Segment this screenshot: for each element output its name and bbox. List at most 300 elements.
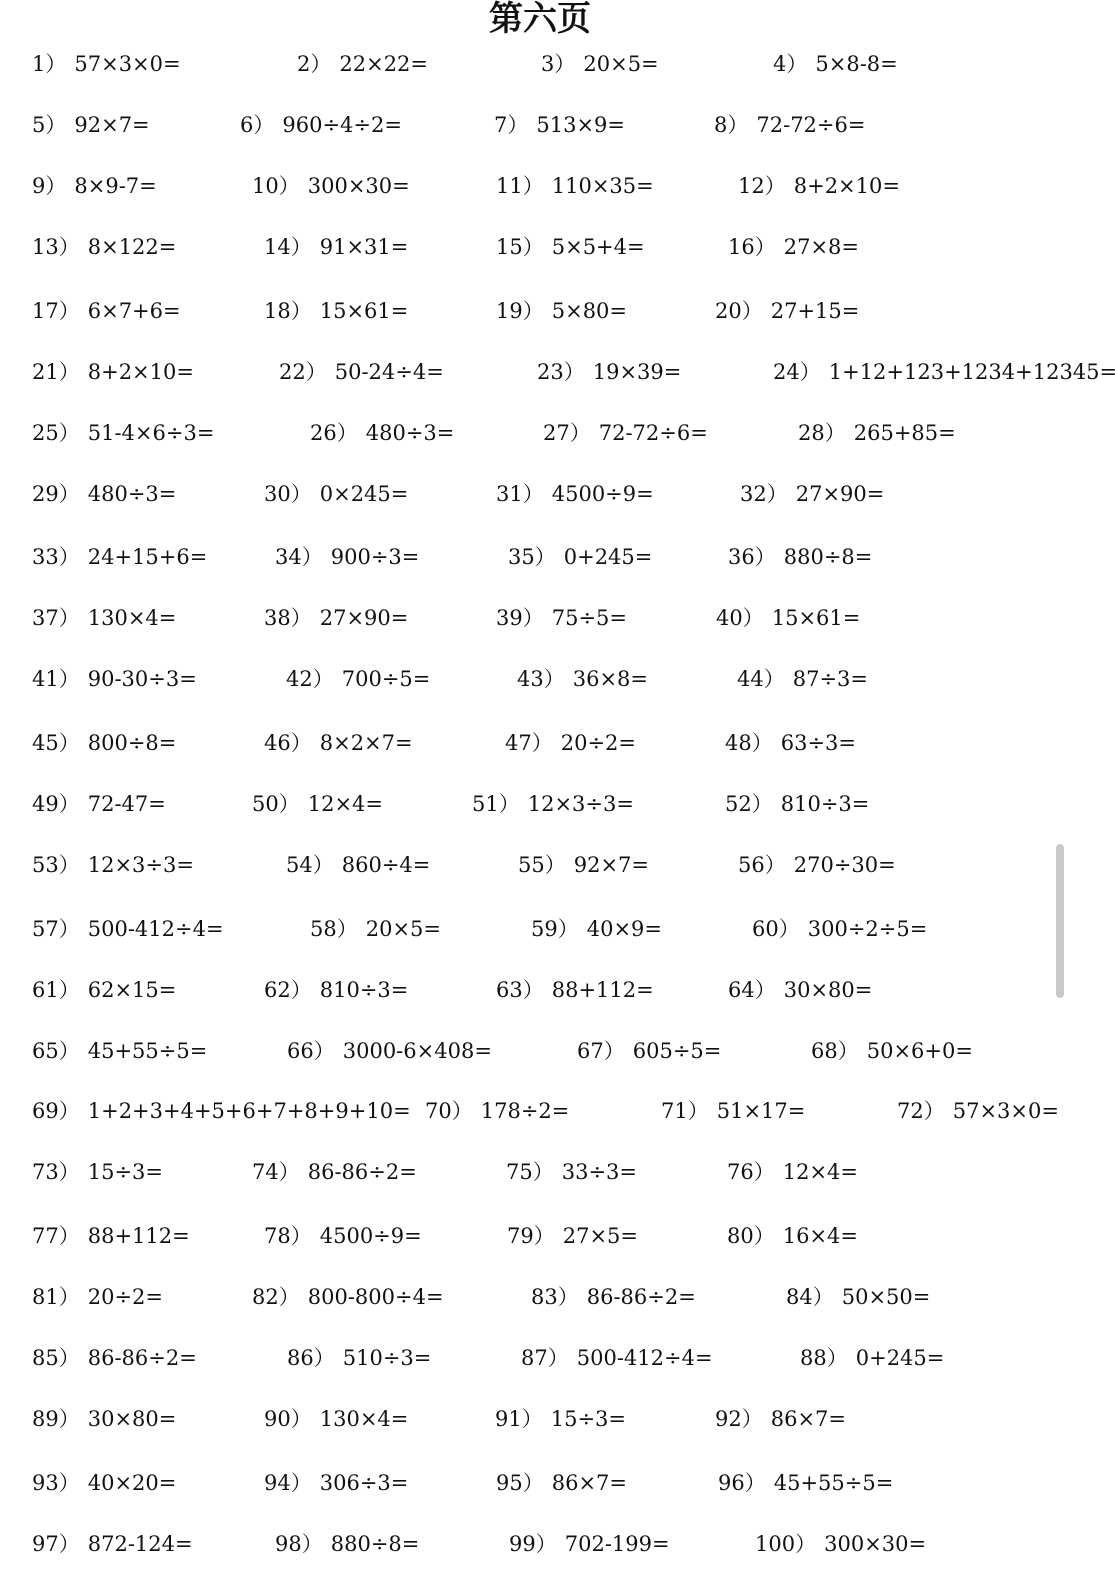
problem-expression: 605÷5=: [632, 1039, 722, 1063]
problem-expression: 15÷3=: [550, 1407, 627, 1431]
problem-number: 95）: [496, 1471, 544, 1495]
problem-expression: 810÷3=: [319, 978, 409, 1002]
math-problem: [509, 1524, 670, 1564]
problem-expression: 27×90=: [319, 606, 409, 630]
problem-row: [0, 970, 1080, 1010]
math-problem: [32, 291, 181, 331]
math-problem: [543, 413, 708, 453]
problem-expression: 57×3×0=: [74, 52, 181, 76]
problem-number: 60）: [752, 917, 800, 941]
math-problem: [798, 413, 956, 453]
problem-expression: 19×39=: [592, 360, 682, 384]
problem-row: [0, 537, 1080, 577]
problem-expression: 500-412÷4=: [87, 917, 224, 941]
problem-expression: 27+15=: [770, 299, 860, 323]
math-problem: [496, 474, 654, 514]
problem-row: [0, 1277, 1080, 1317]
math-problem: [737, 659, 868, 699]
problem-number: 13）: [32, 235, 80, 259]
problem-number: 55）: [518, 853, 566, 877]
problem-number: 20）: [715, 299, 763, 323]
problem-row: [0, 291, 1080, 331]
problem-number: 25）: [32, 421, 80, 445]
problem-expression: 20÷2=: [560, 731, 637, 755]
math-problem: [32, 723, 176, 763]
math-problem: [252, 166, 410, 206]
math-problem: [32, 474, 176, 514]
math-problem: [496, 598, 627, 638]
problem-number: 89）: [32, 1407, 80, 1431]
problem-expression: 880÷8=: [330, 1532, 420, 1556]
math-problem: [661, 1091, 805, 1131]
problem-expression: 12×3÷3=: [87, 853, 194, 877]
math-problem: [32, 1338, 197, 1378]
problem-expression: 5×8-8=: [815, 52, 898, 76]
problem-number: 29）: [32, 482, 80, 506]
problem-expression: 4500÷9=: [551, 482, 654, 506]
math-problem: [496, 166, 654, 206]
math-problem: [32, 1091, 411, 1131]
problem-expression: 27×8=: [783, 235, 860, 259]
problem-expression: 40×9=: [586, 917, 663, 941]
problem-expression: 702-199=: [564, 1532, 670, 1556]
problem-expression: 63÷3=: [780, 731, 857, 755]
math-problem: [715, 291, 859, 331]
problem-expression: 51×17=: [716, 1099, 806, 1123]
problem-expression: 480÷3=: [87, 482, 177, 506]
problem-expression: 86×7=: [551, 1471, 628, 1495]
problem-number: 68）: [811, 1039, 859, 1063]
problem-number: 31）: [496, 482, 544, 506]
problem-expression: 8×122=: [87, 235, 177, 259]
problem-expression: 91×31=: [319, 235, 409, 259]
problem-number: 37）: [32, 606, 80, 630]
math-problem: [264, 1463, 408, 1503]
problem-row: [0, 723, 1080, 763]
problem-number: 71）: [661, 1099, 709, 1123]
problem-number: 21）: [32, 360, 80, 384]
problem-expression: 50×50=: [841, 1285, 931, 1309]
problem-number: 100）: [755, 1532, 817, 1556]
math-problem: [495, 1399, 626, 1439]
math-problem: [738, 166, 900, 206]
math-problem: [740, 474, 884, 514]
problem-number: 3）: [541, 52, 576, 76]
problem-row: [0, 659, 1080, 699]
problem-expression: 62×15=: [87, 978, 177, 1002]
problem-number: 46）: [264, 731, 312, 755]
math-problem: [264, 970, 408, 1010]
math-problem: [811, 1031, 973, 1071]
problem-number: 53）: [32, 853, 80, 877]
problem-number: 69）: [32, 1099, 80, 1123]
problem-expression: 178÷2=: [480, 1099, 570, 1123]
problem-expression: 0+245=: [563, 545, 653, 569]
math-problem: [279, 352, 444, 392]
math-problem: [240, 105, 402, 145]
math-problem: [577, 1031, 721, 1071]
problem-expression: 72-72÷6=: [756, 113, 866, 137]
problem-number: 85）: [32, 1346, 80, 1370]
math-problem: [496, 970, 654, 1010]
problem-number: 23）: [537, 360, 585, 384]
math-problem: [286, 845, 430, 885]
problem-row: [0, 352, 1117, 392]
math-problem: [275, 537, 419, 577]
problem-number: 99）: [509, 1532, 557, 1556]
math-problem: [773, 352, 1117, 392]
math-problem: [496, 227, 645, 267]
problem-expression: 45+55÷5=: [87, 1039, 208, 1063]
math-problem: [32, 970, 176, 1010]
problem-number: 40）: [716, 606, 764, 630]
problem-expression: 5×80=: [551, 299, 628, 323]
problem-number: 77）: [32, 1224, 80, 1248]
problem-number: 26）: [310, 421, 358, 445]
problem-number: 22）: [279, 360, 327, 384]
problem-number: 27）: [543, 421, 591, 445]
problem-expression: 130×4=: [87, 606, 177, 630]
math-problem: [32, 1399, 176, 1439]
problem-expression: 30×80=: [783, 978, 873, 1002]
problem-number: 16）: [728, 235, 776, 259]
scrollbar-thumb[interactable]: [1056, 844, 1064, 998]
problem-number: 4）: [773, 52, 808, 76]
problem-row: [0, 784, 1080, 824]
problem-row: [0, 598, 1080, 638]
problem-expression: 87÷3=: [792, 667, 869, 691]
math-problem: [773, 44, 898, 84]
problem-expression: 860÷4=: [341, 853, 431, 877]
math-problem: [32, 598, 176, 638]
problem-expression: 88+112=: [551, 978, 654, 1002]
problem-number: 30）: [264, 482, 312, 506]
problem-expression: 130×4=: [319, 1407, 409, 1431]
math-problem: [32, 227, 176, 267]
math-problem: [32, 784, 166, 824]
problem-row: [0, 1524, 1080, 1564]
math-problem: [728, 227, 859, 267]
problem-row: [0, 413, 1080, 453]
problem-number: 10）: [252, 174, 300, 198]
problem-number: 98）: [275, 1532, 323, 1556]
problem-expression: 72-72÷6=: [598, 421, 708, 445]
problem-number: 82）: [252, 1285, 300, 1309]
problem-row: [0, 1463, 1080, 1503]
math-problem: [264, 1216, 422, 1256]
problem-number: 87）: [521, 1346, 569, 1370]
problem-number: 84）: [786, 1285, 834, 1309]
problem-expression: 8+2×10=: [793, 174, 900, 198]
problem-number: 64）: [728, 978, 776, 1002]
problem-row: [0, 1091, 1080, 1131]
problem-expression: 8+2×10=: [87, 360, 194, 384]
math-problem: [32, 352, 194, 392]
problem-expression: 36×8=: [572, 667, 649, 691]
math-problem: [494, 105, 625, 145]
problem-expression: 51-4×6÷3=: [87, 421, 215, 445]
math-problem: [264, 227, 408, 267]
math-problem: [287, 1031, 492, 1071]
problem-row: [0, 105, 1080, 145]
problem-number: 33）: [32, 545, 80, 569]
problem-row: [0, 44, 1080, 84]
problem-number: 9）: [32, 174, 67, 198]
problem-number: 18）: [264, 299, 312, 323]
math-problem: [518, 845, 649, 885]
problem-number: 28）: [798, 421, 846, 445]
problem-row: [0, 845, 1080, 885]
problem-number: 78）: [264, 1224, 312, 1248]
math-problem: [508, 537, 652, 577]
problem-expression: 4500÷9=: [319, 1224, 422, 1248]
math-problem: [32, 1031, 207, 1071]
problem-number: 74）: [252, 1160, 300, 1184]
problem-number: 8）: [714, 113, 749, 137]
math-problem: [755, 1524, 926, 1564]
problem-expression: 57×3×0=: [952, 1099, 1059, 1123]
math-problem: [310, 413, 454, 453]
problem-expression: 300×30=: [824, 1532, 927, 1556]
problem-expression: 1+2+3+4+5+6+7+8+9+10=: [87, 1099, 411, 1123]
problem-number: 35）: [508, 545, 556, 569]
math-problem: [531, 1277, 696, 1317]
problem-expression: 1+12+123+1234+12345=: [828, 360, 1117, 384]
problem-expression: 12×4=: [782, 1160, 859, 1184]
problem-expression: 27×90=: [795, 482, 885, 506]
problem-number: 73）: [32, 1160, 80, 1184]
math-problem: [32, 105, 150, 145]
problem-number: 49）: [32, 792, 80, 816]
problem-expression: 3000-6×408=: [342, 1039, 492, 1063]
math-problem: [32, 909, 224, 949]
math-problem: [252, 1152, 417, 1192]
math-problem: [725, 784, 869, 824]
math-problem: [738, 845, 896, 885]
problem-number: 38）: [264, 606, 312, 630]
problem-expression: 8×9-7=: [74, 174, 157, 198]
problem-number: 96）: [718, 1471, 766, 1495]
problem-number: 70）: [425, 1099, 473, 1123]
problem-expression: 0+245=: [855, 1346, 945, 1370]
problem-expression: 800-800÷4=: [307, 1285, 444, 1309]
math-problem: [505, 723, 636, 763]
problem-expression: 50×6+0=: [866, 1039, 973, 1063]
problem-number: 75）: [506, 1160, 554, 1184]
problem-expression: 12×4=: [307, 792, 384, 816]
problem-expression: 20÷2=: [87, 1285, 164, 1309]
problem-number: 48）: [725, 731, 773, 755]
problem-number: 81）: [32, 1285, 80, 1309]
problem-expression: 30×80=: [87, 1407, 177, 1431]
problem-expression: 306÷3=: [319, 1471, 409, 1495]
math-problem: [714, 105, 865, 145]
problem-expression: 86×7=: [770, 1407, 847, 1431]
problem-number: 2）: [297, 52, 332, 76]
problem-expression: 24+15+6=: [87, 545, 208, 569]
problem-expression: 265+85=: [853, 421, 956, 445]
math-problem: [897, 1091, 1059, 1131]
problem-number: 52）: [725, 792, 773, 816]
problem-number: 93）: [32, 1471, 80, 1495]
problem-expression: 50-24÷4=: [334, 360, 444, 384]
problem-number: 24）: [773, 360, 821, 384]
problem-number: 88）: [800, 1346, 848, 1370]
math-problem: [32, 1152, 163, 1192]
problem-number: 12）: [738, 174, 786, 198]
math-problem: [728, 970, 872, 1010]
math-problem: [32, 537, 207, 577]
math-problem: [264, 1399, 408, 1439]
problem-expression: 513×9=: [536, 113, 626, 137]
problem-number: 47）: [505, 731, 553, 755]
math-problem: [537, 352, 681, 392]
problem-expression: 880÷8=: [783, 545, 873, 569]
math-problem: [531, 909, 662, 949]
problem-expression: 810÷3=: [780, 792, 870, 816]
math-problem: [286, 659, 430, 699]
problem-number: 63）: [496, 978, 544, 1002]
math-problem: [718, 1463, 893, 1503]
math-problem: [541, 44, 659, 84]
problem-number: 43）: [517, 667, 565, 691]
problem-number: 32）: [740, 482, 788, 506]
problem-number: 65）: [32, 1039, 80, 1063]
math-problem: [32, 659, 197, 699]
problem-expression: 500-412÷4=: [576, 1346, 713, 1370]
problem-expression: 6×7+6=: [87, 299, 181, 323]
problem-number: 11）: [496, 174, 544, 198]
problem-number: 5）: [32, 113, 67, 137]
problem-expression: 92×7=: [74, 113, 150, 137]
problem-expression: 22×22=: [339, 52, 429, 76]
problem-number: 6）: [240, 113, 275, 137]
math-problem: [287, 1338, 431, 1378]
problem-number: 54）: [286, 853, 334, 877]
problem-expression: 8×2×7=: [319, 731, 413, 755]
math-problem: [32, 1524, 193, 1564]
problem-expression: 510÷3=: [342, 1346, 432, 1370]
math-problem: [496, 291, 627, 331]
math-problem: [517, 659, 648, 699]
math-problem: [800, 1338, 944, 1378]
problem-row: [0, 474, 1080, 514]
problem-number: 58）: [310, 917, 358, 941]
problem-number: 97）: [32, 1532, 80, 1556]
problem-row: [0, 1152, 1080, 1192]
math-problem: [728, 537, 872, 577]
problem-row: [0, 1216, 1080, 1256]
problem-expression: 480÷3=: [365, 421, 455, 445]
math-problem: [275, 1524, 419, 1564]
problem-row: [0, 1399, 1080, 1439]
problem-number: 1）: [32, 52, 67, 76]
problem-number: 56）: [738, 853, 786, 877]
problem-expression: 5×5+4=: [551, 235, 645, 259]
math-problem: [752, 909, 927, 949]
math-problem: [425, 1091, 569, 1131]
problem-expression: 27×5=: [562, 1224, 639, 1248]
math-problem: [716, 598, 860, 638]
problem-number: 50）: [252, 792, 300, 816]
problem-expression: 92×7=: [573, 853, 650, 877]
problem-expression: 12×3÷3=: [527, 792, 634, 816]
problem-expression: 20×5=: [583, 52, 659, 76]
problem-expression: 270÷30=: [793, 853, 896, 877]
problem-number: 19）: [496, 299, 544, 323]
problem-number: 15）: [496, 235, 544, 259]
math-problem: [521, 1338, 713, 1378]
problem-expression: 300×30=: [307, 174, 410, 198]
problem-number: 57）: [32, 917, 80, 941]
problem-expression: 15÷3=: [87, 1160, 164, 1184]
math-problem: [32, 44, 181, 84]
problem-expression: 45+55÷5=: [773, 1471, 894, 1495]
math-problem: [32, 1216, 190, 1256]
problem-expression: 72-47=: [87, 792, 166, 816]
problem-expression: 110×35=: [551, 174, 654, 198]
problem-row: [0, 1338, 1080, 1378]
problem-expression: 300÷2÷5=: [807, 917, 928, 941]
problem-number: 72）: [897, 1099, 945, 1123]
problem-expression: 86-86÷2=: [586, 1285, 696, 1309]
problem-number: 36）: [728, 545, 776, 569]
problem-expression: 800÷8=: [87, 731, 177, 755]
problem-expression: 15×61=: [319, 299, 409, 323]
problem-number: 61）: [32, 978, 80, 1002]
math-problem: [32, 1277, 163, 1317]
problem-number: 14）: [264, 235, 312, 259]
problem-expression: 15×61=: [771, 606, 861, 630]
problem-number: 17）: [32, 299, 80, 323]
problem-number: 79）: [507, 1224, 555, 1248]
problem-number: 7）: [494, 113, 529, 137]
problem-number: 34）: [275, 545, 323, 569]
problem-expression: 86-86÷2=: [87, 1346, 197, 1370]
math-problem: [252, 1277, 444, 1317]
math-problem: [32, 845, 194, 885]
problem-number: 39）: [496, 606, 544, 630]
problem-expression: 88+112=: [87, 1224, 190, 1248]
problem-expression: 16×4=: [782, 1224, 859, 1248]
math-problem: [725, 723, 856, 763]
problem-row: [0, 1031, 1080, 1071]
problem-number: 83）: [531, 1285, 579, 1309]
math-problem: [727, 1152, 858, 1192]
math-problem: [310, 909, 441, 949]
math-problem: [472, 784, 634, 824]
math-problem: [264, 291, 408, 331]
math-problem: [507, 1216, 638, 1256]
problem-number: 86）: [287, 1346, 335, 1370]
math-problem: [264, 474, 408, 514]
math-problem: [264, 723, 413, 763]
math-problem: [496, 1463, 627, 1503]
math-problem: [727, 1216, 858, 1256]
problem-number: 51）: [472, 792, 520, 816]
math-problem: [297, 44, 428, 84]
problem-number: 91）: [495, 1407, 543, 1431]
problem-expression: 960÷4÷2=: [282, 113, 402, 137]
math-problem: [32, 166, 157, 206]
problem-expression: 0×245=: [319, 482, 409, 506]
problem-number: 92）: [715, 1407, 763, 1431]
problem-number: 76）: [727, 1160, 775, 1184]
problem-number: 62）: [264, 978, 312, 1002]
problem-number: 41）: [32, 667, 80, 691]
problem-number: 90）: [264, 1407, 312, 1431]
problem-expression: 90-30÷3=: [87, 667, 197, 691]
